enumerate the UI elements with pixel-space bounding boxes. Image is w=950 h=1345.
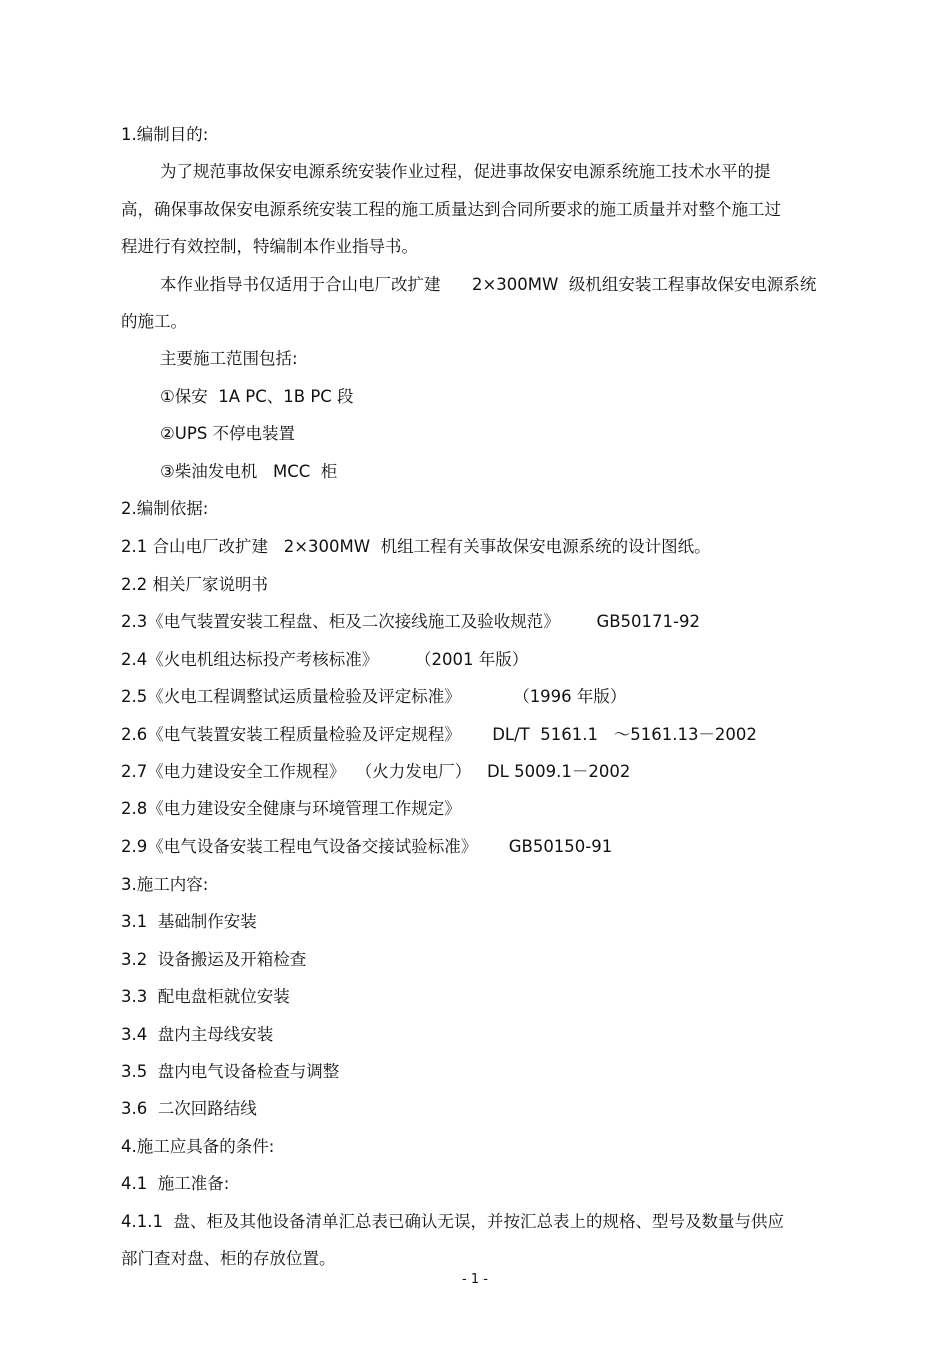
- reference-item: 2.8《电力建设安全健康与环境管理工作规定》: [121, 799, 461, 818]
- scope-item: ③柴油发电机 MCC 柜: [160, 462, 338, 481]
- section-heading-3: 3.施工内容:: [121, 875, 209, 894]
- paragraph-line: 4.1.1 盘、柜及其他设备清单汇总表已确认无误，并按汇总表上的规格、型号及数量与供应: [121, 1212, 784, 1231]
- content-item: 3.6 二次回路结线: [121, 1099, 257, 1118]
- content-item: 3.2 设备搬运及开箱检查: [121, 950, 307, 969]
- reference-item: 2.2 相关厂家说明书: [121, 575, 268, 594]
- paragraph-line: 本作业指导书仅适用于合山电厂改扩建 2×300MW 级机组安装工程事故保安电源系统: [160, 275, 817, 294]
- section-heading-1: 1.编制目的:: [121, 125, 209, 144]
- reference-item: 2.6《电气装置安装工程质量检验及评定规程》 DL/T 5161.1 ～5161.13－2002: [121, 725, 757, 744]
- paragraph-line: 高，确保事故保安电源系统安装工程的施工质量达到合同所要求的施工质量并对整个施工过: [121, 200, 781, 219]
- paragraph-line: 主要施工范围包括:: [160, 349, 298, 368]
- content-item: 3.1 基础制作安装: [121, 912, 257, 931]
- content-item: 3.4 盘内主母线安装: [121, 1025, 274, 1044]
- reference-item: 2.3《电气装置安装工程盘、柜及二次接线施工及验收规范》 GB50171-92: [121, 612, 700, 631]
- section-heading-2: 2.编制依据:: [121, 499, 209, 518]
- paragraph-line: 为了规范事故保安电源系统安装作业过程，促进事故保安电源系统施工技术水平的提: [160, 162, 771, 181]
- reference-item: 2.5《火电工程调整试运质量检验及评定标准》 （1996 年版）: [121, 687, 627, 706]
- reference-item: 2.9《电气设备安装工程电气设备交接试验标准》 GB50150-91: [121, 837, 613, 856]
- paragraph-line: 部门查对盘、柜的存放位置。: [121, 1249, 336, 1268]
- section-heading-4: 4.施工应具备的条件:: [121, 1137, 275, 1156]
- content-item: 3.5 盘内电气设备检查与调整: [121, 1062, 340, 1081]
- scope-item: ①保安 1A PC、1B PC 段: [160, 387, 354, 406]
- scope-item: ②UPS 不停电装置: [160, 424, 296, 443]
- reference-item: 2.4《火电机组达标投产考核标准》 （2001 年版）: [121, 650, 529, 669]
- paragraph-line: 的施工。: [121, 312, 187, 331]
- reference-item: 2.1 合山电厂改扩建 2×300MW 机组工程有关事故保安电源系统的设计图纸。: [121, 537, 711, 556]
- page-number: - 1 -: [462, 1272, 488, 1287]
- reference-item: 2.7《电力建设安全工作规程》 （火力发电厂） DL 5009.1－2002: [121, 762, 631, 781]
- paragraph-line: 程进行有效控制，特编制本作业指导书。: [121, 237, 418, 256]
- subsection-heading: 4.1 施工准备:: [121, 1174, 230, 1193]
- content-item: 3.3 配电盘柜就位安装: [121, 987, 290, 1006]
